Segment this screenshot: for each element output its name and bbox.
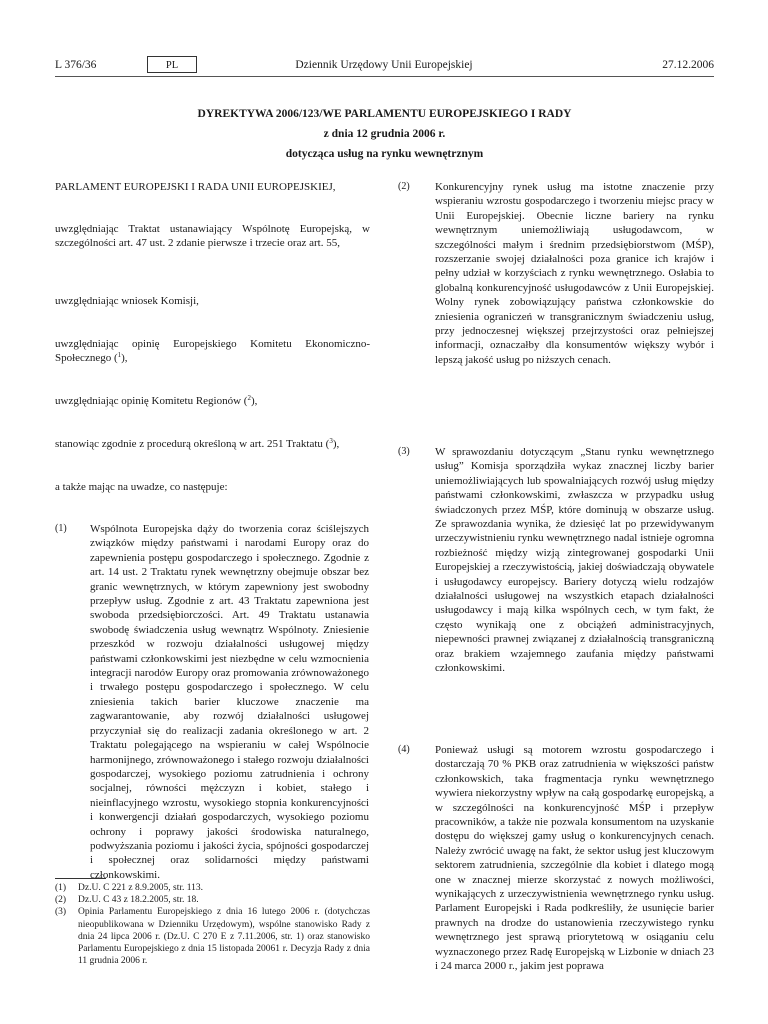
recital-number: (2): [398, 181, 410, 192]
title-line-date: z dnia 12 grudnia 2006 r.: [323, 128, 446, 140]
footnote-1: (1) Dz.U. C 221 z 8.9.2005, str. 113.: [55, 883, 203, 893]
header-divider: [55, 76, 714, 77]
preamble-institutions: PARLAMENT EUROPEJSKI I RADA UNII EUROPEJSKIEJ,: [55, 181, 336, 193]
recital-text: Konkurencyjny rynek usług ma istotne znaczenie przy wspieraniu wzrostu gospodarczego i tworzeniu miejsc pracy w Unii Europejskiej. Obecnie liczne bariery na rynku wewnętrznym uniemożliwiają usługodawcom, w szczególności małym i średnim przedsiębiorstwom (MŚP), rozszerzanie swojej działalności poza granice ich krajów i pełny udział w korzyściach z rynku wewnętrznego. Osłabia to globalną konkurencyjność usługodawców z Unii Europejskiej. Wolny rynek zobowiązujący państwa członkowskie do zniesienia ograniczeń w transgranicznym świadczeniu usług, przy jednoczesnej większej przejrzystości oraz pełniejszej informacji, oznaczałby dla konsumentów większy wybór i lepszą jakość usług po niższych cenach.: [435, 181, 714, 366]
footnote-ref-3[interactable]: 3: [329, 437, 333, 445]
footnote-2: (2) Dz.U. C 43 z 18.2.2005, str. 18.: [55, 895, 199, 906]
preamble-whereas: a także mając na uwadze, co następuje:: [55, 481, 228, 493]
footnote-divider: [55, 878, 106, 879]
title-line-directive: DYREKTYWA 2006/123/WE PARLAMENTU EUROPEJSKIEGO I RADY: [197, 108, 572, 120]
recital-text: Ponieważ usługi są motorem wzrostu gospodarczego i dostarczają 70 % PKB oraz zatrudnienia w większości państw członkowskich, taka fragmentacja rynku wewnętrznego wywiera niekorzystny wpływ na całą gospodarkę europejską, a w szczególności na konkurencyjność MŚP i przepływ pracowników, a także nie pozwala konsumentom na uzyskanie dostępu do większej gamy usług o konkurencyjnych cenach. Należy zwrócić uwagę na fakt, że sektor usług jest kluczowym sektorem zatrudnienia, szczególnie dla kobiet i dlatego mogą one w znacznej mierze skorzystać z nowych możliwości, wynikających z urzeczywistnienia wewnętrznego rynku usług. Parlament Europejski i Rada podkreśliły, że usunięcie barier prawnych na drodze do ustanowienia rzeczywistego rynku wewnętrznego jest sprawą priorytetową w osiąganiu celu wyznaczonego przez Radę Europejską w Lizbonie w dniach 23 i 24 marca 2000 r., jakim jest poprawa: [435, 744, 714, 973]
footnotes: [55, 882, 370, 967]
journal-title: Dziennik Urzędowy Unii Europejskiej: [295, 59, 473, 71]
recital-text: W sprawozdaniu dotyczącym „Stanu rynku wewnętrznego usług” Komisja sporządziła wykaz znacznej liczby barier uniemożliwiających lub spowalniających rozwój usług między państwami członkowskimi, zwłaszcza w przypadku usług świadczonych przez MŚP, które dominują w obszarze usług. Ze sprawozdania wynika, że dziesięć lat po przewidywanym urzeczywistnieniu rynku wewnętrznego nadal istnieje ogromna rozbieżność między wizją zintegrowanej gospodarki Unii Europejskiej a rzeczywistością, jakiej doświadczają obywatele i usługodawcy europejscy. Bariery dotyczą wielu rodzajów działalności usługowej na wszystkich etapach działalności usługodawcy i mają kilka wspólnych cech, w tym fakt, że często wynikają one z obciążeń administracyjnych, niepewności prawnej związanej z działalnością transgraniczną oraz brakiem wzajemnego zaufania między państwami członkowskimi.: [435, 446, 714, 675]
preamble-eesc-opinion: uwzględniając opinię Europejskiego Komitetu Ekonomiczno-Społecznego ($^1$),: [55, 338, 370, 365]
recital-text: Wspólnota Europejska dąży do tworzenia coraz ściślejszych związków między państwami i narodami Europy oraz do zapewnienia postępu gospodarczego i społecznego. Zgodnie z art. 14 ust. 2 Traktatu rynek wewnętrzny obejmuje obszar bez granic wewnętrznych, w którym zapewniony jest swobodny przepływ usług. Zgodnie z art. 43 Traktatu zapewniona jest swoboda przedsiębiorczości. Art. 49 Traktatu ustanawia swobodę świadczenia usług wewnątrz Wspólnoty. Zniesienie przeszkód w rozwoju działalności usługowej między państwami członkowskimi jest niezbędne w celu wzmocnienia integracji narodów Europy oraz promowania zrównoważonego i trwałego postępu gospodarczego i społecznego. W celu zniesienia takich barier kluczowe znaczenie ma zagwarantowanie, aby rozwój działalności usługowej przyczyniał się do realizacji zadania określonego w art. 2 Traktatu polegającego na wspieraniu w całej Wspólnocie harmonijnego, zrównoważonego i stałego rozwoju działalności gospodarczej, wysokiego poziomu zatrudnienia i ochrony socjalnej, równości mężczyzn i kobiet, stałego i nieinflacyjnego wzrostu, wysokiego stopnia konkurencyjności i konwergencji działań gospodarczych, wysokiego poziomu ochrony i poprawy jakości środowiska naturalnego, podwyższania poziomu i jakości życia, spójności gospodarczej i społecznej oraz solidarności między państwami członkowskimi.: [90, 523, 369, 881]
preamble-cor-opinion: uwzględniając opinię Komitetu Regionów ($^2$),: [55, 394, 258, 407]
preamble-procedure: stanowiąc zgodnie z procedurą określoną w art. 251 Traktatu ($^3$),: [55, 437, 340, 450]
language-badge: PL: [147, 56, 197, 73]
footnote-ref-2[interactable]: 2: [247, 394, 251, 402]
recital-number: (4): [398, 744, 410, 755]
footnote-ref-1[interactable]: 1: [117, 351, 122, 360]
preamble-commission-proposal: uwzględniając wniosek Komisji,: [55, 295, 199, 307]
recital-number: (3): [398, 446, 410, 457]
publication-date: 27.12.2006: [662, 59, 714, 71]
recital-number: (1): [55, 523, 67, 534]
document-title: [55, 104, 714, 164]
page-reference: L 376/36: [55, 59, 97, 71]
title-line-subject: dotycząca usług na rynku wewnętrznym: [285, 148, 484, 160]
preamble-treaty: uwzględniając Traktat ustanawiający Wspólnotę Europejską, w szczególności art. 47 ust. 2 zdanie pierwsze i trzecie oraz art. 55,: [55, 223, 370, 250]
footnote-3: (3) Opinia Parlamentu Europejskiego z dnia 16 lutego 2006 r. (dotychczas nieopublikowana w Dzienniku Urzędowym), wspólne stanowisko Rady z dnia 24 lipca 2006 r. (Dz.U. C 270 E z 7.11.2006, str. 1) oraz stanowisko Parlamentu Europejskiego z dnia 15 listopada 20061 r. Decyzja Rady z dnia 11 grudnia 2006 r.: [55, 907, 370, 967]
